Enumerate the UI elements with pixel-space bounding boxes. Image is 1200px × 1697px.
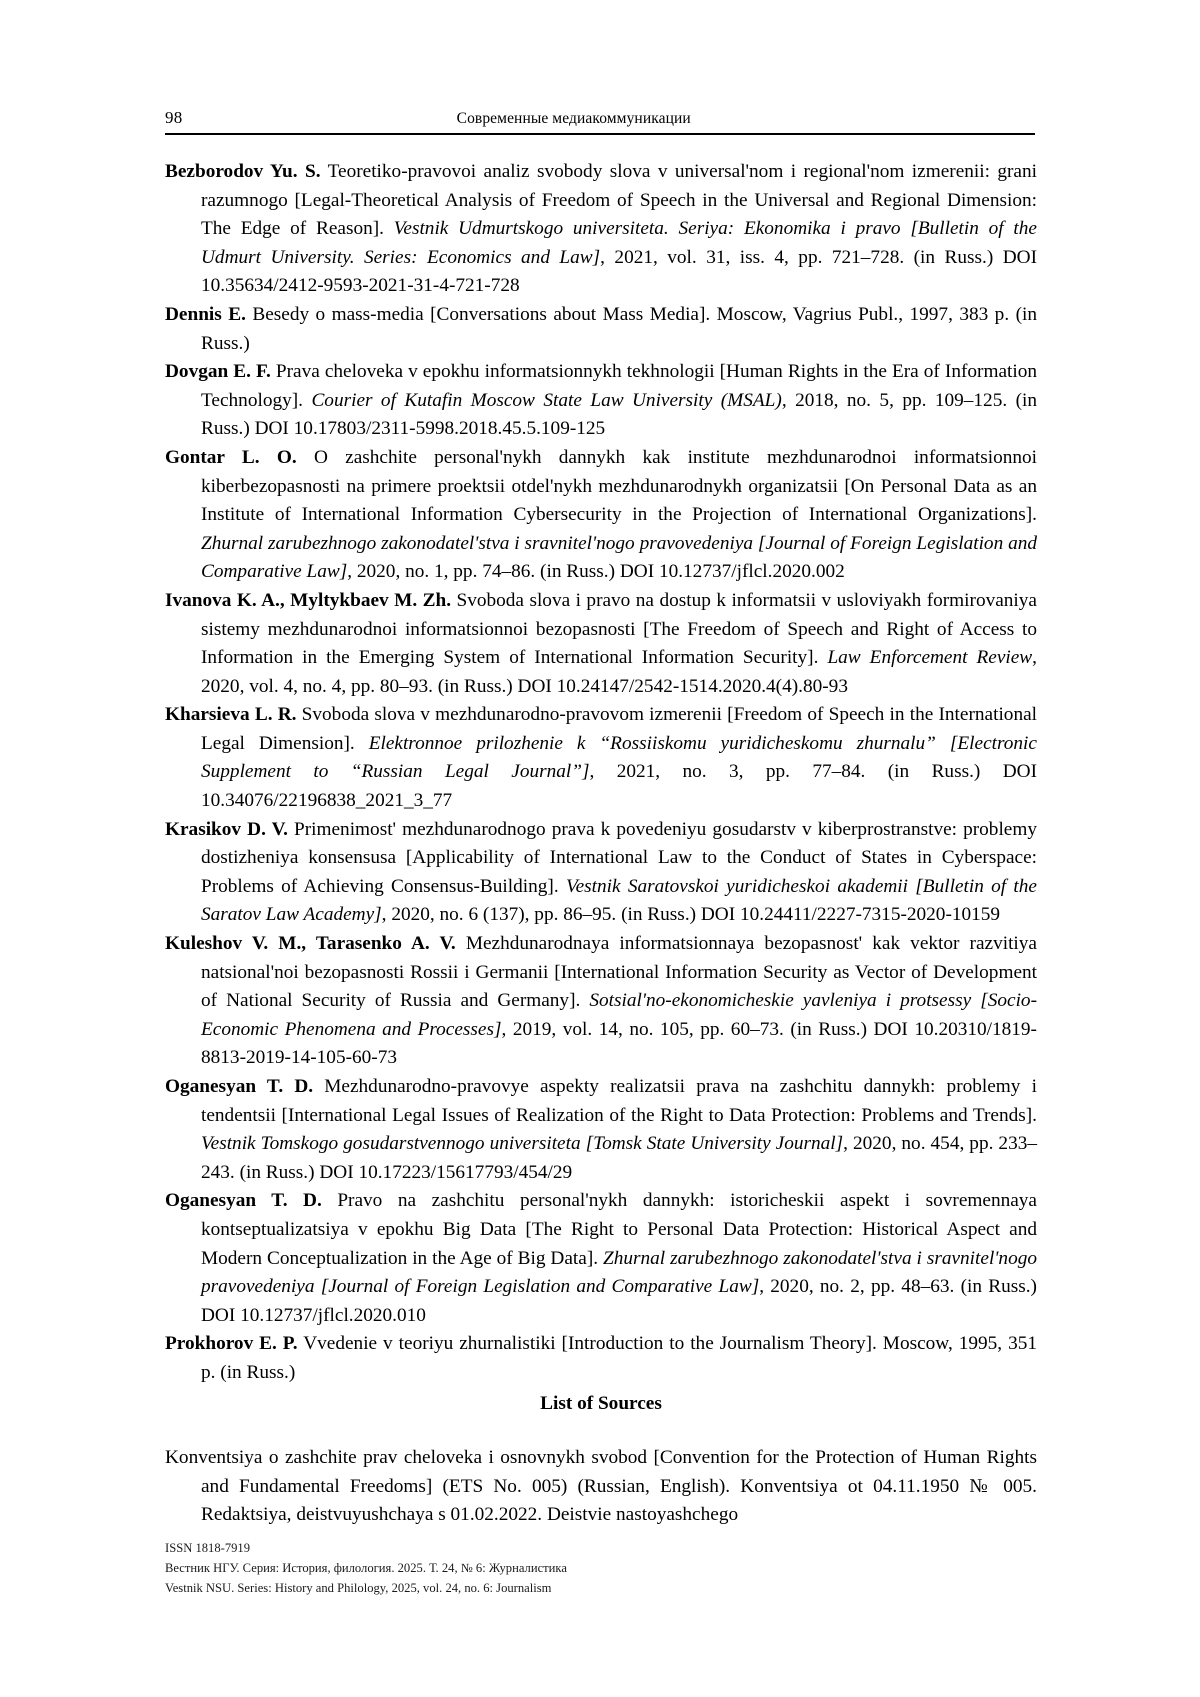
footer-journal-ru: Вестник НГУ. Серия: История, филология. 2025. Т. 24, № 6: Журналистика <box>165 1561 567 1575</box>
reference-body: Prava cheloveka v epokhu informatsionnykh tekhnologii [Human Rights in the Era of Information Technology]. <box>201 361 1037 411</box>
list-item <box>165 1073 1037 1187</box>
reference-tail: , 2020, vol. 4, no. 4, pp. 80–93. (in Russ.) DOI 10.24147/2542-1514.2020.4(4).80-93 <box>201 647 1037 697</box>
list-item <box>165 587 1037 701</box>
reference-body: Vvedenie v teoriyu zhurnalistiki [Introduction to the Journalism Theory]. Moscow, 1995, 351 p. (in Russ.) <box>201 1333 1037 1383</box>
reference-tail: , 2020, no. 6 (137), pp. 86–95. (in Russ.) DOI 10.24411/2227-7315-2020-10159 <box>381 904 1001 926</box>
reference-body: Svoboda slova v mezhdunarodno-pravovom izmerenii [Freedom of Speech in the International Legal Dimension]. <box>201 704 1037 754</box>
reference-author: Oganesyan T. D. <box>165 1076 314 1097</box>
reference-tail: , 2020, no. 1, pp. 74–86. (in Russ.) DOI 10.12737/jflcl.2020.002 <box>347 561 845 583</box>
reference-source: Vestnik Saratovskoi yuridicheskoi akademii [Bulletin of the Saratov Law Academy] <box>201 875 1037 926</box>
reference-tail: , 2020, no. 2, pp. 48–63. (in Russ.) DOI 10.12737/jflcl.2020.010 <box>201 1276 1037 1326</box>
source-text: Konventsiya o zashchite prav cheloveka i osnovnykh svobod [Convention for the Protection of Human Rights and Fundamental Freedoms] (ETS No. 005) (Russian, English). Konventsiya ot 04.11.1950 № 005. Redaktsiya, deistvuyushchaya s 01.02.2022. Deistvie nastoyashchego <box>165 1447 1037 1526</box>
reference-source: Vestnik Tomskogo gosudarstvennogo universiteta [Tomsk State University Journal] <box>201 1133 844 1155</box>
list-item <box>165 158 1037 301</box>
list-item <box>165 816 1037 930</box>
reference-author: Kuleshov V. M., Tarasenko A. V. <box>165 933 456 955</box>
reference-author: Dennis E. <box>165 303 246 325</box>
reference-body: Mezhdunarodnaya informatsionnaya bezopasnost' kak vektor razvitiya natsional'noi bezopasnosti Rossii i Germanii [International Information Security as Vector of Development of National Security of Russia and Germany]. <box>201 933 1037 1012</box>
reference-source: Courier of Kutafin Moscow State Law University (MSAL) <box>311 389 782 411</box>
list-item <box>165 358 1037 444</box>
reference-author: Gontar L. O. <box>165 446 297 468</box>
reference-body: Mezhdunarodno-pravovye aspekty realizatsii prava na zashchitu dannykh: problemy i tendentsii [International Legal Issues of Realization of the Right to Data Protection: Problems and Trends]. <box>201 1076 1037 1126</box>
header-rule <box>165 133 1035 135</box>
running-head: Современные медиакоммуникации <box>456 110 691 127</box>
reference-body: O zashchite personal'nykh dannykh kak institute mezhdunarodnoi informatsionnoi kiberbezopasnosti na primere proektsii otdel'nykh mezhdunarodnykh organizatsii [On Personal Data as an Institute of International Information Cybersecurity in the Projection of International Organizations]. <box>201 446 1037 526</box>
page-number: 98 <box>165 108 183 127</box>
list-item <box>165 301 1037 358</box>
reference-body: Primenimost' mezhdunarodnogo prava k povedeniyu gosudarstv v kiberprostranstve: problemy dostizheniya konsensusa [Applicability of International Law to the Conduct of States in Cyberspace: Problems of Achieving Consensus-Building]. <box>201 818 1037 897</box>
list-item <box>165 701 1037 815</box>
reference-author: Prokhorov E. P. <box>165 1333 298 1355</box>
list-item <box>165 930 1037 1073</box>
reference-body: Pravo na zashchitu personal'nykh dannykh: istoricheskii aspekt i sovremennaya kontseptualizatsiya v epokhu Big Data [The Right to Personal Data Protection: Historical Aspect and Modern Conceptualization in the Age of Big Data]. <box>201 1190 1037 1269</box>
reference-list <box>165 158 1037 1549</box>
reference-source: Vestnik Udmurtskogo universiteta. Seriya: Ekonomika i pravo [Bulletin of the Udmurt University. Series: Economics and Law] <box>201 218 1037 268</box>
reference-author: Dovgan E. F. <box>165 361 271 383</box>
reference-tail: , 2018, no. 5, pp. 109–125. (in Russ.) DOI 10.17803/2311-5998.2018.45.5.109-125 <box>201 389 1038 440</box>
reference-body: Teoretiko-pravovoi analiz svobody slova v universal'nom i regional'nom izmerenii: grani razumnogo [Legal-Theoretical Analysis of Freedom of Speech in the Universal and Regional Dimension: The Edge of Reason]. <box>201 161 1037 240</box>
reference-author: Krasikov D. V. <box>165 818 288 840</box>
section-title-list-of-sources: List of Sources <box>540 1392 662 1414</box>
reference-author: Oganesyan T. D. <box>165 1190 322 1212</box>
reference-author: Ivanova K. A., Myltykbaev M. Zh. <box>165 589 452 611</box>
reference-source: Law Enforcement Review <box>827 647 1033 669</box>
reference-tail: , 2020, no. 454, pp. 233–243. (in Russ.) DOI 10.17223/15617793/454/29 <box>201 1133 1037 1183</box>
reference-body: Besedy o mass-media [Conversations about Mass Media]. Moscow, Vagrius Publ., 1997, 383 p. (in Russ.) <box>201 303 1037 354</box>
source-item <box>165 1444 1037 1530</box>
reference-source: Zhurnal zarubezhnogo zakonodatel'stva i sravnitel'nogo pravovedeniya [Journal of Foreign Legislation and Comparative Law] <box>201 532 1037 583</box>
page-header <box>165 108 1035 128</box>
reference-source: Zhurnal zarubezhnogo zakonodatel'stva i sravnitel'nogo pravovedeniya [Journal of Foreign Legislation and Comparative Law] <box>201 1247 1037 1298</box>
reference-tail: , 2019, vol. 14, no. 105, pp. 60–73. (in Russ.) DOI 10.20310/1819-8813-2019-14-105-60-73 <box>201 1018 1037 1069</box>
reference-source: Elektronnoe prilozhenie k “Rossiiskomu yuridicheskomu zhurnalu” [Electronic Supplement to “Russian Legal Journal”] <box>201 732 1037 783</box>
list-item <box>165 1330 1037 1387</box>
page-footer <box>165 1538 1035 1598</box>
footer-journal-en: Vestnik NSU. Series: History and Philology, 2025, vol. 24, no. 6: Journalism <box>165 1581 552 1595</box>
reference-author: Bezborodov Yu. S. <box>165 161 321 182</box>
reference-author: Kharsieva L. R. <box>165 704 297 726</box>
list-item <box>165 1187 1037 1330</box>
reference-body: Svoboda slova i pravo na dostup k informatsii v usloviyakh formirovaniya sistemy mezhdunarodnoi informatsionnoi bezopasnosti [The Freedom of Speech and Right of Access to Information in the Emerging System of International Information Security]. <box>201 589 1037 669</box>
footer-issn: ISSN 1818-7919 <box>165 1541 251 1555</box>
reference-tail: , 2021, vol. 31, iss. 4, pp. 721–728. (in Russ.) DOI 10.35634/2412-9593-2021-31-4-721-728 <box>201 246 1037 297</box>
list-item <box>165 444 1037 587</box>
reference-tail: , 2021, no. 3, pp. 77–84. (in Russ.) DOI 10.34076/22196838_2021_3_77 <box>201 761 1037 812</box>
reference-source: Sotsial'no-ekonomicheskie yavleniya i protsessy [Socio-Economic Phenomena and Processes] <box>201 990 1037 1040</box>
